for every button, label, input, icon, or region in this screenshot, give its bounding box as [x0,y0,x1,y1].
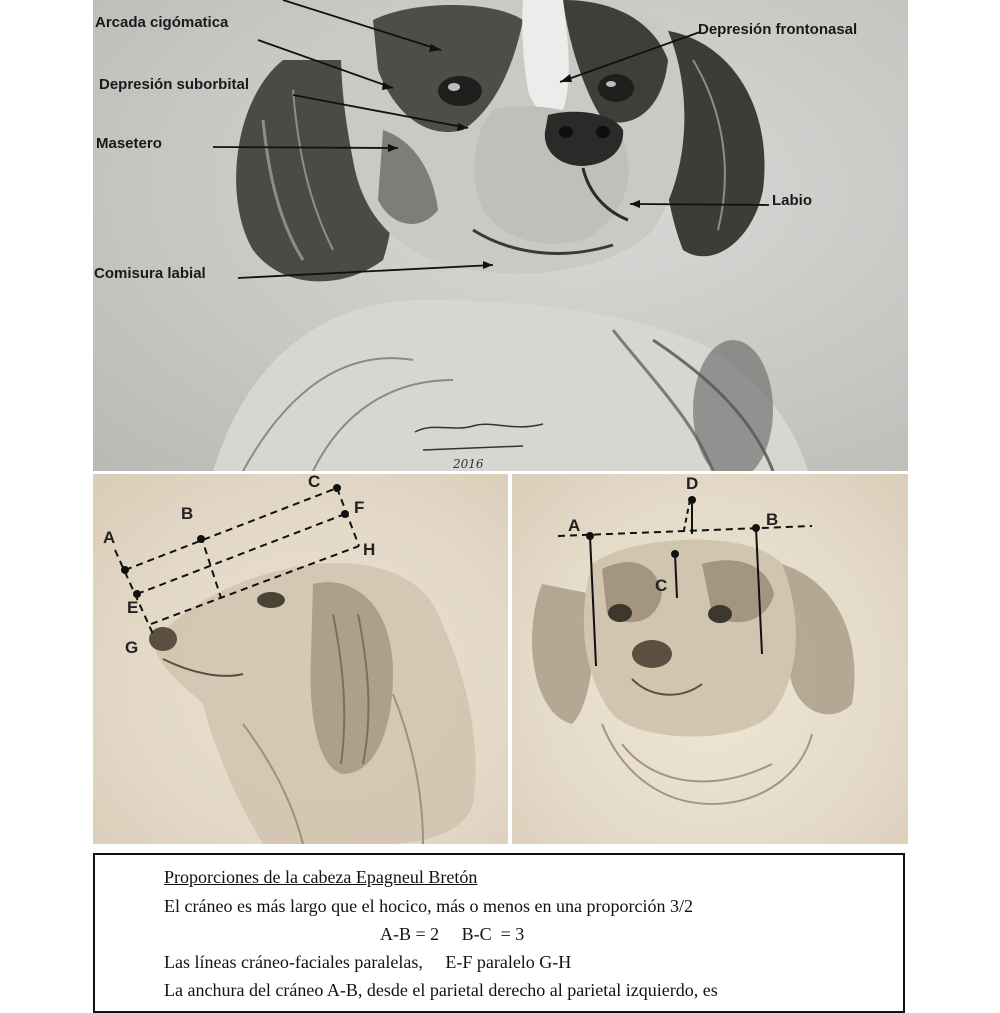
proportions-line-1: El cráneo es más largo que el hocico, más o menos en una proporción 3/2 [164,896,694,916]
dog-portrait-sketch [93,0,908,471]
label-labio: Labio [772,192,812,209]
point-a-label-front: A [568,516,581,535]
point-b-label-front: B [766,510,779,529]
signature-year: 2016 [453,457,484,471]
frontal-proportion-sketch [512,474,908,844]
label-arcada-cigomatica: Arcada cigómatica [95,14,229,31]
point-d-label-front: D [686,474,699,493]
point-b-label: B [181,504,194,523]
point-a-label: A [103,528,116,547]
point-c-label: C [308,474,321,491]
profile-dog-sketch [93,474,508,844]
proportions-text-box [93,853,905,1013]
label-depresion-frontonasal: Depresión frontonasal [698,21,858,38]
label-comisura-labial: Comisura labial [94,265,206,282]
anatomy-drawing [93,0,908,471]
point-e-label: E [127,598,139,617]
point-c-label-front: C [655,576,668,595]
profile-proportion-sketch [93,474,508,844]
label-depresion-suborbital: Depresión suborbital [99,76,250,93]
proportions-line-4: La anchura del cráneo A-B, desde el parietal derecho al parietal izquierdo, es [164,980,718,1000]
point-f-label: F [354,498,365,517]
label-masetero: Masetero [96,135,162,152]
point-g-label: G [125,638,139,657]
point-h-label: H [363,540,376,559]
proportions-title: Proporciones de la cabeza Epagneul Bretón [164,867,478,887]
proportions-line-3: Las líneas cráneo-faciales paralelas, E-F paralelo G-H [164,952,572,972]
proportions-line-2: A-B = 2 B-C = 3 [380,924,525,944]
